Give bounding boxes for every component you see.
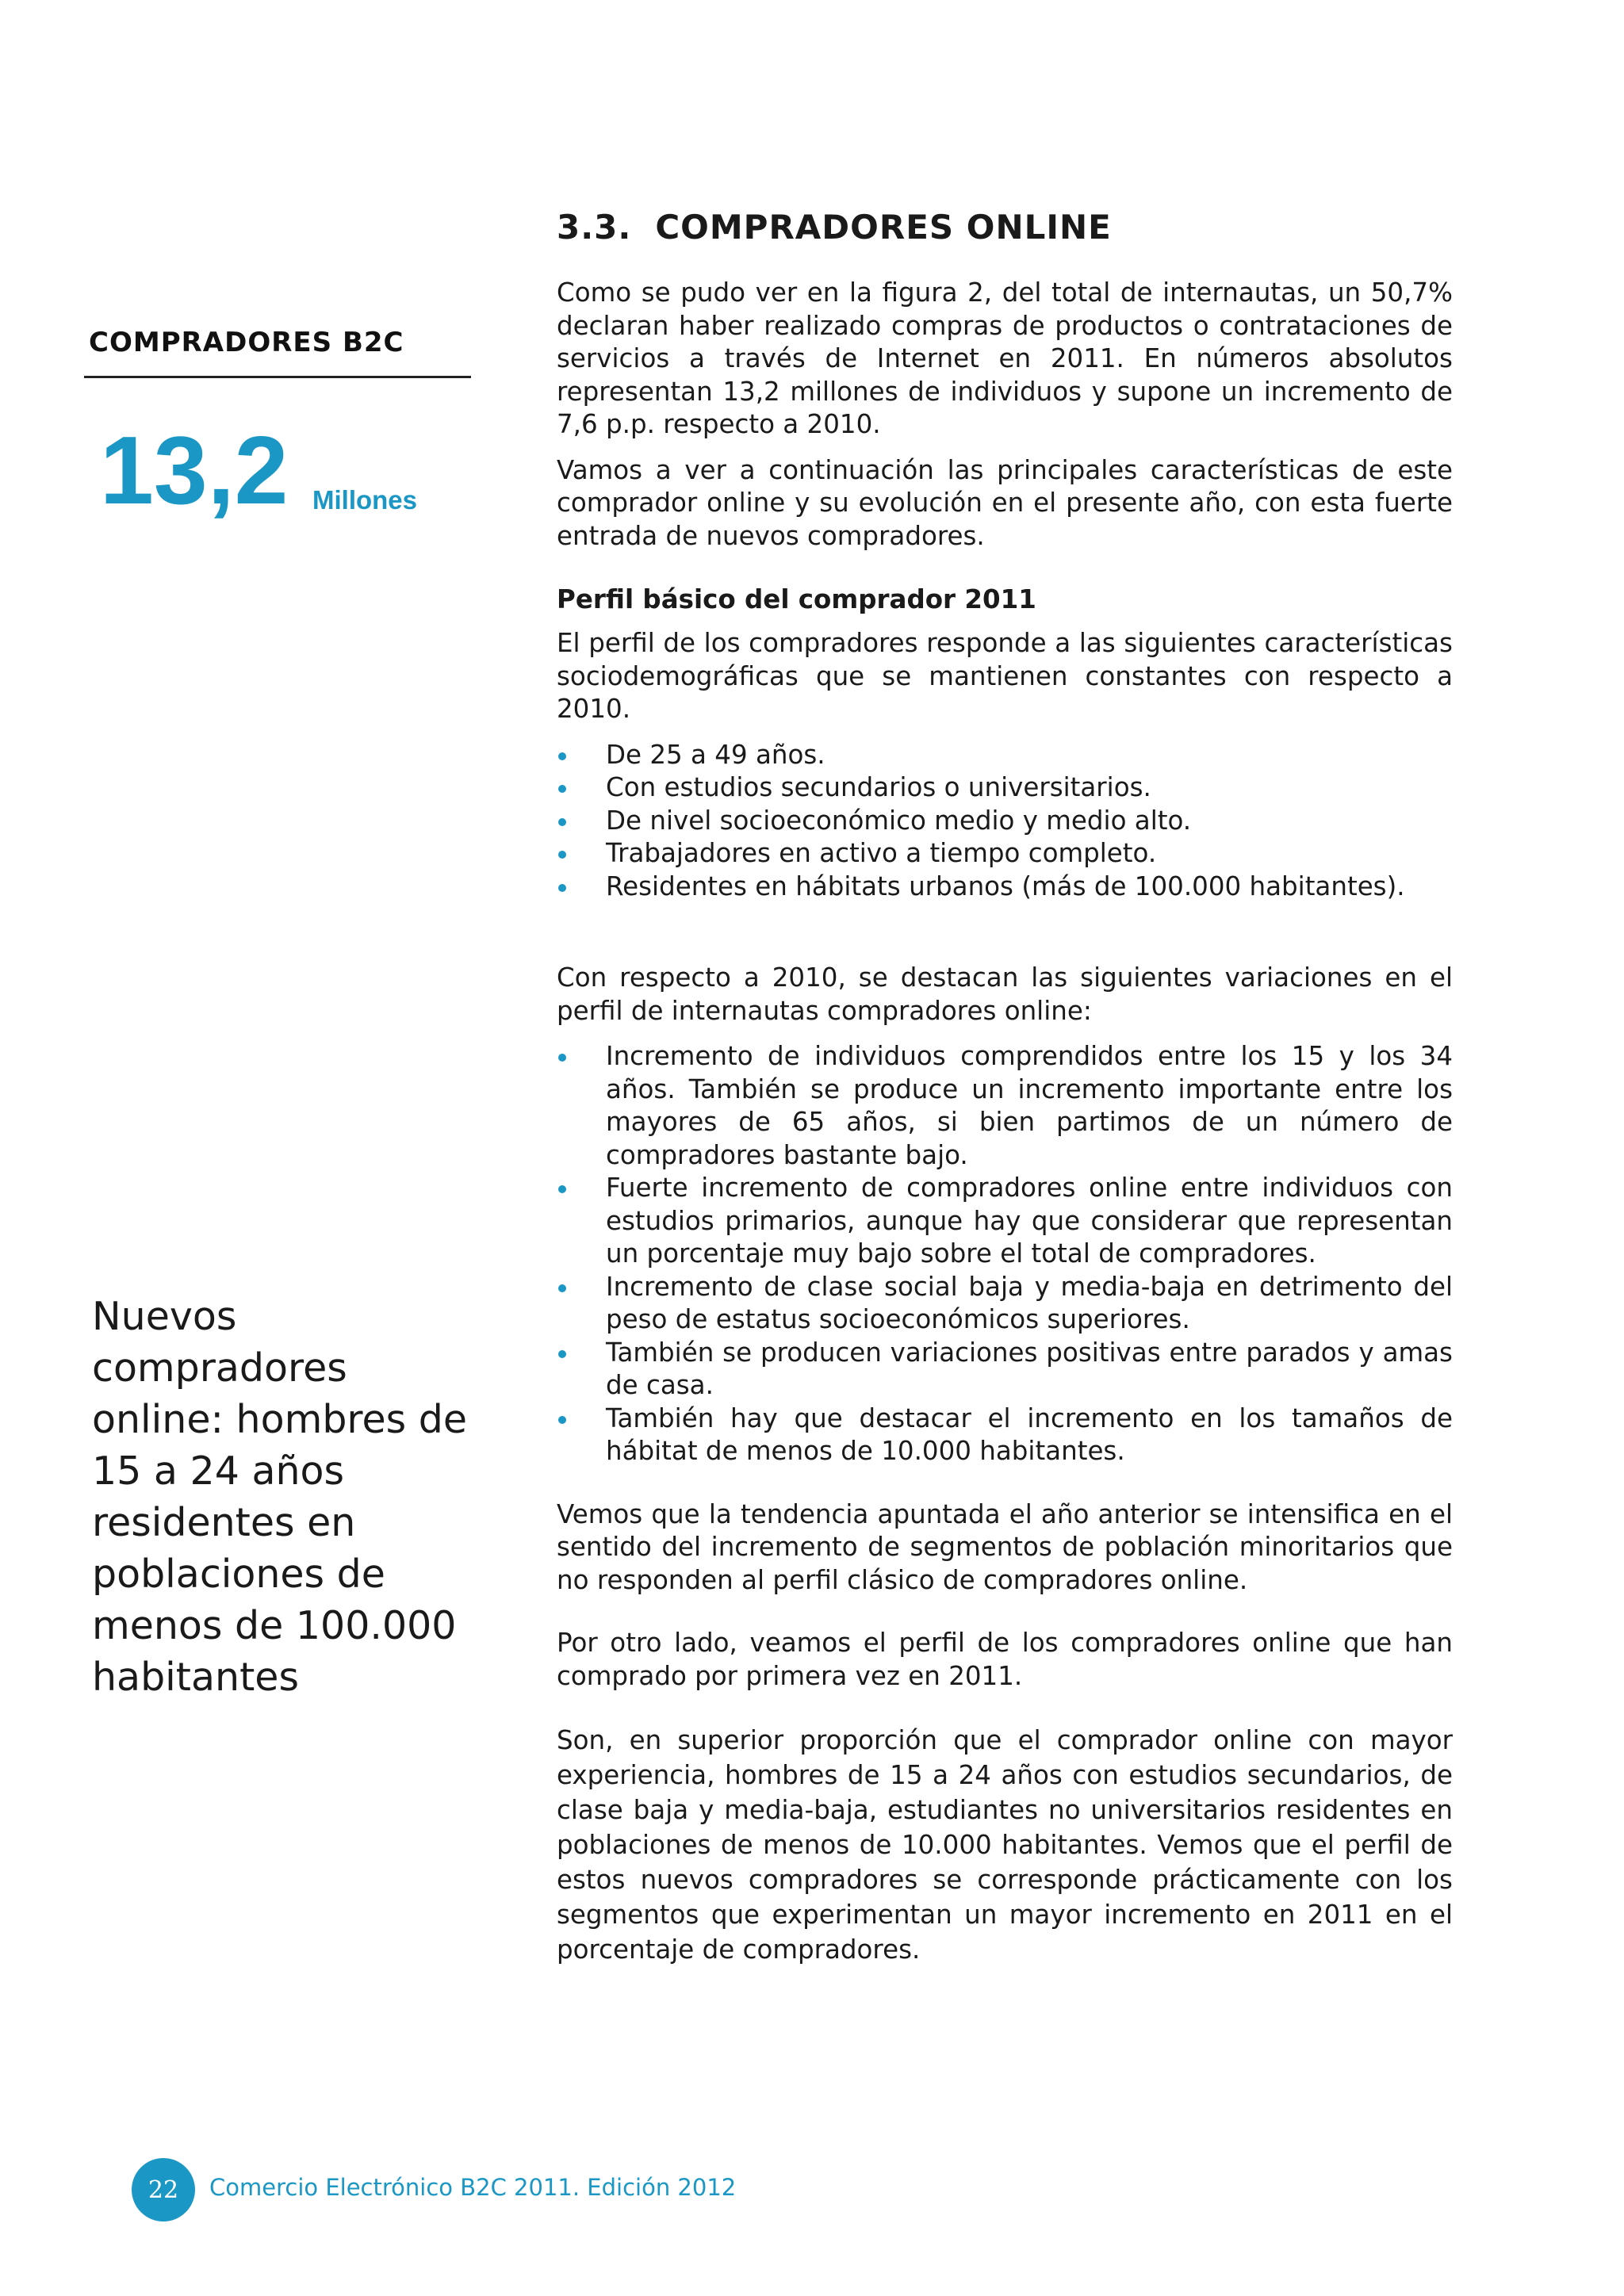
list-item-text: De 25 a 49 años. bbox=[606, 739, 825, 770]
sidebar-title: COMPRADORES B2C bbox=[89, 327, 404, 358]
bullet-icon bbox=[558, 1350, 566, 1358]
list-item bbox=[557, 871, 1453, 904]
list-item-text: Incremento de clase social baja y media-baja en detrimento del peso de estatus socioeconómicos superiores. bbox=[606, 1271, 1453, 1334]
stat-unit: Millones bbox=[312, 485, 418, 515]
paragraph: Vamos a ver a continuación las principales características de este comprador online y su evolución en el presente año, con esta fuerte entrada de nuevos compradores. bbox=[557, 454, 1453, 551]
list-item bbox=[557, 1271, 1453, 1337]
list-item bbox=[557, 805, 1453, 838]
bullet-icon bbox=[558, 1185, 566, 1193]
list-item-text: Fuerte incremento de compradores online entre individuos con estudios primarios, aunque hay que considerar que representan un porcentaje muy bajo sobre el total de compradores. bbox=[606, 1173, 1453, 1269]
list-item-text: También hay que destacar el incremento en los tamaños de hábitat de menos de 10.000 habitantes. bbox=[606, 1402, 1453, 1466]
paragraph: Con respecto a 2010, se destacan las siguientes variaciones en el perfil de internautas compradores online: bbox=[557, 962, 1453, 1026]
bullet-icon bbox=[558, 1054, 566, 1062]
variation-bullet-list bbox=[557, 1040, 1453, 1468]
sidebar-callout: Nuevos compradores online: hombres de 15 a 24 años residentes en poblaciones de menos de 100.000 habitantes bbox=[92, 1294, 467, 1700]
paragraph: Vemos que la tendencia apuntada el año anterior se intensifica en el sentido del incremento de segmentos de población minoritarios que no responden al perfil clásico de compradores online. bbox=[557, 1498, 1453, 1595]
paragraph: Como se pudo ver en la figura 2, del total de internautas, un 50,7% declaran haber realizado compras de productos o contrataciones de servicios a través de Internet en 2011. En números absolutos representan 13,2 millones de individuos y supone un incremento de 7,6 p.p. respecto a 2010. bbox=[557, 277, 1453, 439]
list-item bbox=[557, 1172, 1453, 1271]
list-item-text: Residentes en hábitats urbanos (más de 100.000 habitantes). bbox=[606, 871, 1405, 901]
list-item-text: De nivel socioeconómico medio y medio alto. bbox=[606, 805, 1192, 836]
main-content bbox=[557, 208, 1453, 1980]
paragraph: El perfil de los compradores responde a las siguientes características sociodemográficas que se mantienen constantes con respecto a 2010. bbox=[557, 628, 1453, 724]
footer-publication: Comercio Electrónico B2C 2011. Edición 2012 bbox=[209, 2174, 737, 2201]
sidebar-divider bbox=[84, 376, 471, 378]
bullet-icon bbox=[558, 1284, 566, 1292]
bullet-icon bbox=[558, 818, 566, 826]
list-item-text: Incremento de individuos comprendidos entre los 15 y los 34 años. También se produce un incremento importante entre los mayores de 65 años, si bien partimos de un número de compradores bastante bajo. bbox=[606, 1041, 1453, 1170]
list-item bbox=[557, 771, 1453, 805]
list-item bbox=[557, 837, 1453, 871]
section-title: COMPRADORES ONLINE bbox=[655, 208, 1112, 247]
bullet-icon bbox=[558, 851, 566, 859]
page-number-badge: 22 bbox=[132, 2158, 195, 2221]
list-item-text: También se producen variaciones positivas entre parados y amas de casa. bbox=[606, 1337, 1453, 1400]
spacer bbox=[557, 916, 1453, 962]
list-item-text: Trabajadores en activo a tiempo completo. bbox=[606, 838, 1157, 868]
list-item bbox=[557, 739, 1453, 772]
paragraph: Son, en superior proporción que el comprador online con mayor experiencia, hombres de 15 a 24 años con estudios secundarios, de clase baja y media-baja, estudiantes no universitarios residentes en poblaciones de menos de 10.000 habitantes. Vemos que el perfil de estos nuevos compradores se corresponde prácticamente con los segmentos que experimentan un mayor incremento en 2011 en el porcentaje de compradores. bbox=[557, 1725, 1453, 1965]
bullet-icon bbox=[558, 884, 566, 892]
list-item bbox=[557, 1337, 1453, 1402]
list-item bbox=[557, 1040, 1453, 1172]
subheading: Perfil básico del comprador 2011 bbox=[557, 584, 1036, 614]
bullet-icon bbox=[558, 752, 566, 760]
paragraph: Por otro lado, veamos el perfil de los compradores online que han comprado por primera vez en 2011. bbox=[557, 1628, 1453, 1691]
section-heading bbox=[557, 208, 1453, 247]
bullet-icon bbox=[558, 785, 566, 793]
bullet-icon bbox=[558, 1416, 566, 1424]
list-item bbox=[557, 1402, 1453, 1468]
stat-value: 13,2 bbox=[100, 416, 289, 524]
profile-bullet-list bbox=[557, 739, 1453, 904]
list-item-text: Con estudios secundarios o universitarios. bbox=[606, 772, 1151, 802]
section-number: 3.3. bbox=[557, 208, 632, 247]
